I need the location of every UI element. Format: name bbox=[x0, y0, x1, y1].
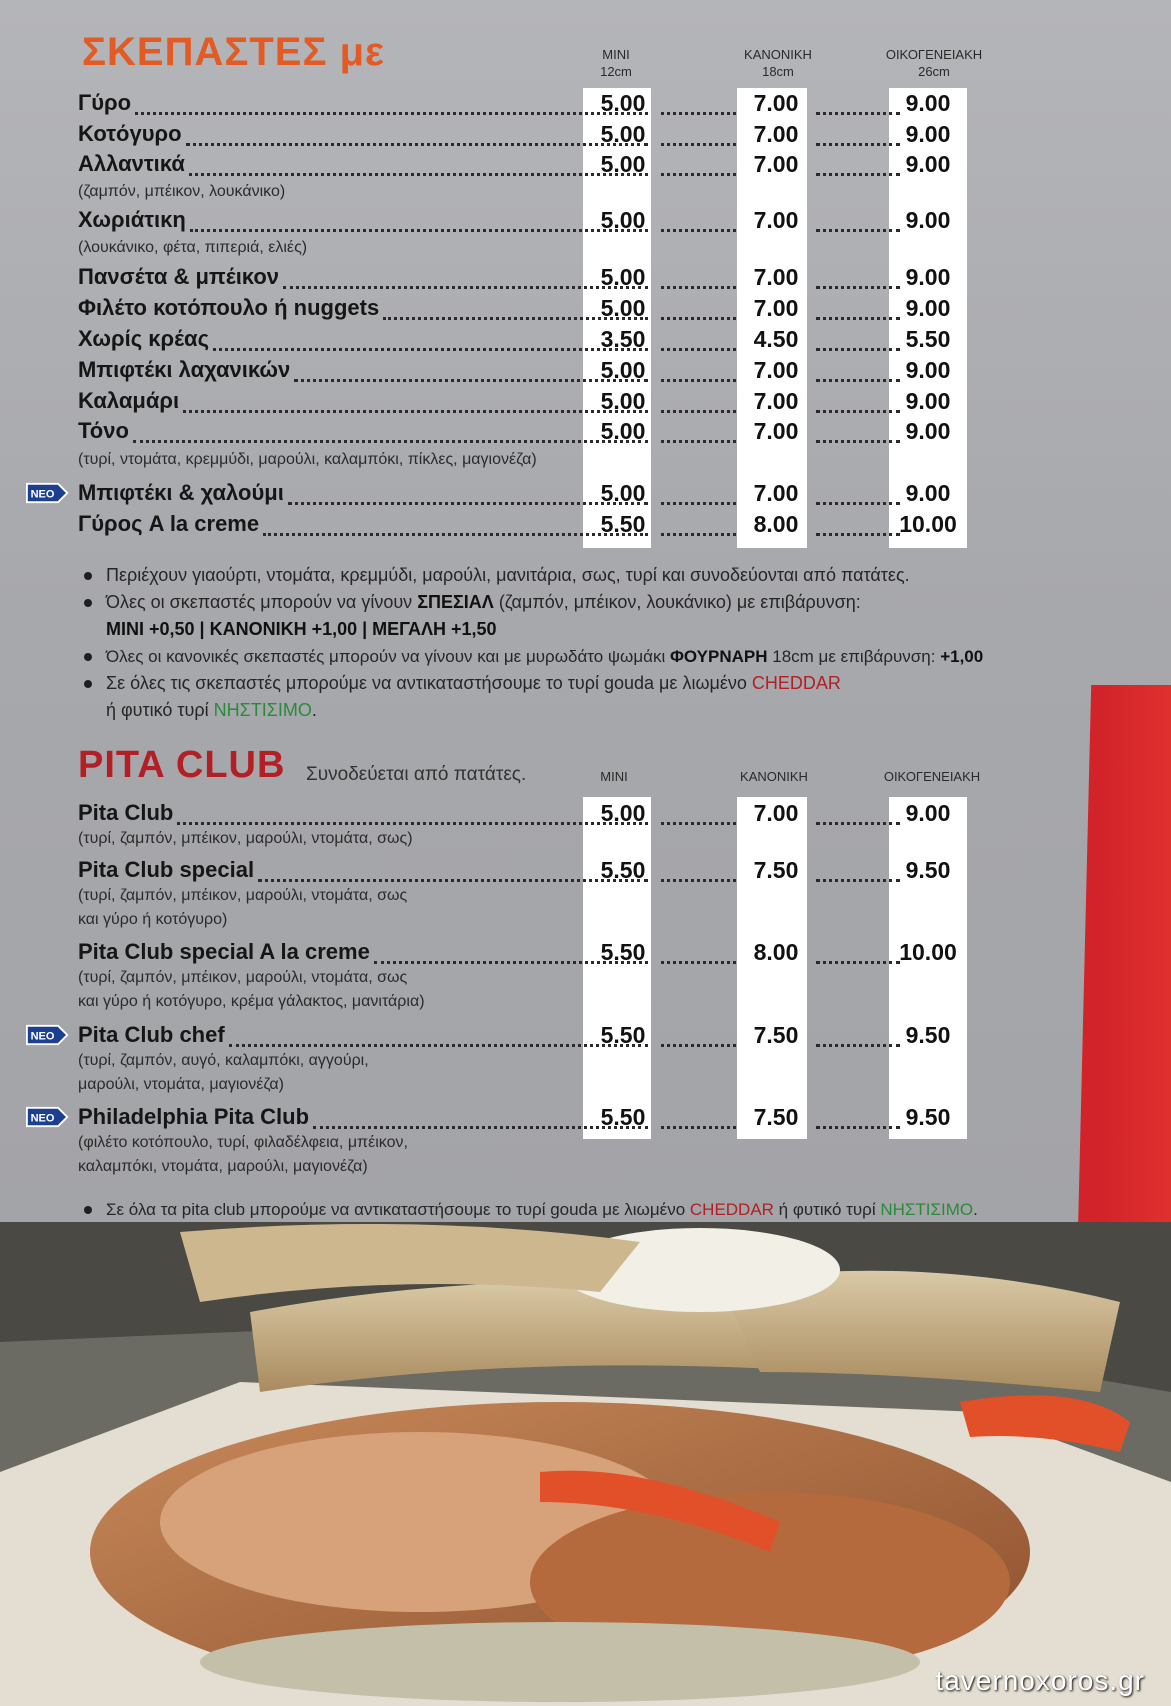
price-mini: 5.00 bbox=[600, 121, 646, 147]
menu-item-name: Πανσέτα & μπέικον bbox=[78, 264, 280, 289]
dot-leader bbox=[189, 173, 648, 176]
menu-item-name: Pita Club bbox=[78, 800, 174, 825]
menu-item-name: Χωρίς κρέας bbox=[78, 326, 210, 351]
price-normal: 7.00 bbox=[753, 388, 799, 414]
menu-item-name: Κοτόγυρο bbox=[78, 121, 182, 146]
dot-leader bbox=[661, 879, 736, 882]
menu-item-name: Pita Club special bbox=[78, 857, 255, 882]
dot-leader bbox=[661, 317, 736, 320]
note-cheddar: Σε όλες τις σκεπαστές μπορούμε να αντικαταστήσουμε το τυρί gouda με λιωμένο CHEDDAR bbox=[82, 670, 983, 697]
pita-club-subtitle: Συνοδεύεται από πατάτες. bbox=[306, 764, 527, 785]
menu-item-name: Pita Club special A la creme bbox=[78, 939, 370, 964]
price-family: 9.00 bbox=[905, 418, 951, 444]
price-normal: 7.00 bbox=[753, 418, 799, 444]
pita-club-note bbox=[82, 1196, 978, 1223]
price-normal: 7.00 bbox=[753, 121, 799, 147]
dot-leader bbox=[183, 410, 648, 413]
dot-leader bbox=[661, 173, 736, 176]
menu-item-description: μαρούλι, ντομάτα, μαγιονέζα) bbox=[78, 1076, 284, 1093]
dot-leader bbox=[661, 502, 736, 505]
dot-leader bbox=[661, 112, 736, 115]
menu-item bbox=[78, 90, 1078, 120]
new-badge-icon bbox=[26, 1106, 70, 1128]
dot-leader bbox=[661, 1044, 736, 1047]
menu-item-description: (τυρί, ζαμπόν, μπέικον, μαρούλι, ντομάτα, σως bbox=[78, 969, 408, 986]
menu-item-name: Μπιφτέκι λαχανικών bbox=[78, 357, 291, 382]
price-normal: 7.00 bbox=[753, 151, 799, 177]
price-family: 10.00 bbox=[899, 939, 957, 965]
price-mini: 5.00 bbox=[600, 480, 646, 506]
menu-item bbox=[78, 207, 1078, 237]
price-mini: 5.00 bbox=[600, 418, 646, 444]
price-normal: 8.00 bbox=[753, 511, 799, 537]
menu-item-description: (τυρί, ζαμπόν, μπέικον, μαρούλι, ντομάτα, σως) bbox=[78, 830, 413, 847]
svg-text:ΝΕΟ: ΝΕΟ bbox=[30, 1112, 55, 1125]
price-family: 9.00 bbox=[905, 800, 951, 826]
menu-item bbox=[78, 326, 1078, 356]
dot-leader bbox=[661, 348, 736, 351]
menu-item-name: Φιλέτο κοτόπουλο ή nuggets bbox=[78, 295, 380, 320]
menu-item bbox=[78, 800, 1078, 830]
dot-leader bbox=[661, 961, 736, 964]
price-mini: 5.50 bbox=[600, 939, 646, 965]
price-mini: 5.00 bbox=[600, 90, 646, 116]
pita-club-photo bbox=[0, 1222, 1171, 1706]
dot-leader bbox=[177, 822, 648, 825]
dot-leader bbox=[661, 143, 736, 146]
price-normal: 7.00 bbox=[753, 480, 799, 506]
price-normal: 7.50 bbox=[753, 857, 799, 883]
price-mini: 3.50 bbox=[600, 326, 646, 352]
price-normal: 7.00 bbox=[753, 264, 799, 290]
dot-leader bbox=[661, 533, 736, 536]
price-mini: 5.50 bbox=[600, 1104, 646, 1130]
menu-item bbox=[78, 418, 1078, 448]
dot-leader bbox=[213, 348, 648, 351]
menu-item-description: και γύρο ή κοτόγυρο, κρέμα γάλακτος, μανιτάρια) bbox=[78, 993, 425, 1010]
menu-item-name: Μπιφτέκι & χαλούμι bbox=[78, 480, 284, 505]
menu-item-name: Philadelphia Pita Club bbox=[78, 1104, 310, 1129]
price-family: 5.50 bbox=[905, 326, 951, 352]
price-mini: 5.50 bbox=[600, 511, 646, 537]
price-normal: 7.50 bbox=[753, 1022, 799, 1048]
new-badge-icon bbox=[26, 1024, 70, 1046]
dot-leader bbox=[661, 286, 736, 289]
price-mini: 5.00 bbox=[600, 388, 646, 414]
menu-item bbox=[78, 1104, 1078, 1134]
menu-item-name: Τόνο bbox=[78, 418, 129, 443]
menu-item-description: καλαμπόκι, ντομάτα, μαρούλι, μαγιονέζα) bbox=[78, 1158, 368, 1175]
menu-item bbox=[78, 480, 1078, 510]
column-header-family: ΟΙΚΟΓΕΝΕΙΑΚΗ 26cm bbox=[885, 47, 983, 79]
dot-leader bbox=[661, 440, 736, 443]
price-normal: 7.00 bbox=[753, 90, 799, 116]
price-normal: 7.50 bbox=[753, 1104, 799, 1130]
price-family: 9.00 bbox=[905, 480, 951, 506]
price-mini: 5.00 bbox=[600, 264, 646, 290]
menu-item-description: (ζαμπόν, μπέικον, λουκάνικο) bbox=[78, 183, 286, 200]
note-pita-cheddar: Σε όλα τα pita club μπορούμε να αντικαταστήσουμε το τυρί gouda με λιωμένο CHEDDAR ή φυτικό τυρί ΝΗΣΤΙΣΙΜΟ. bbox=[82, 1196, 978, 1223]
price-mini: 5.00 bbox=[600, 151, 646, 177]
price-family: 9.00 bbox=[905, 151, 951, 177]
note-contents: Περιέχουν γιαούρτι, ντομάτα, κρεμμύδι, μαρούλι, μανιτάρια, σως, τυρί και συνοδεύονται από πατάτες. bbox=[82, 562, 983, 589]
price-normal: 4.50 bbox=[753, 326, 799, 352]
menu-item bbox=[78, 264, 1078, 294]
svg-text:ΝΕΟ: ΝΕΟ bbox=[30, 1030, 55, 1043]
dot-leader bbox=[661, 379, 736, 382]
price-family: 9.00 bbox=[905, 357, 951, 383]
menu-item bbox=[78, 295, 1078, 325]
menu-item bbox=[78, 1022, 1078, 1052]
menu-item bbox=[78, 357, 1078, 387]
price-normal: 8.00 bbox=[753, 939, 799, 965]
price-family: 9.00 bbox=[905, 121, 951, 147]
menu-item-description: (φιλέτο κοτόπουλο, τυρί, φιλαδέλφεια, μπέικον, bbox=[78, 1134, 408, 1151]
menu-item-name: Αλλαντικά bbox=[78, 151, 185, 176]
price-family: 9.00 bbox=[905, 295, 951, 321]
dot-leader bbox=[661, 822, 736, 825]
price-mini: 5.00 bbox=[600, 357, 646, 383]
price-family: 10.00 bbox=[899, 511, 957, 537]
dot-leader bbox=[135, 112, 648, 115]
menu-item-description: (λουκάνικο, φέτα, πιπεριά, ελιές) bbox=[78, 239, 308, 256]
menu-item-name: Χωριάτικη bbox=[78, 207, 186, 232]
column-header-normal-2: ΚΑΝΟΝΙΚΗ bbox=[740, 769, 808, 784]
note-fournari: Όλες οι κανονικές σκεπαστές μπορούν να γίνουν και με μυρωδάτο ψωμάκι ΦΟΥΡΝΑΡΗ 18cm με επιβάρυνση: +1,00 bbox=[82, 643, 983, 670]
dot-leader bbox=[661, 410, 736, 413]
menu-item-name: Καλαμάρι bbox=[78, 388, 180, 413]
price-normal: 7.00 bbox=[753, 295, 799, 321]
section-title-skepastes: ΣΚΕΠΑΣΤΕΣ με bbox=[82, 30, 386, 74]
svg-text:ΝΕΟ: ΝΕΟ bbox=[30, 488, 55, 501]
price-normal: 7.00 bbox=[753, 800, 799, 826]
price-family: 9.50 bbox=[905, 1022, 951, 1048]
price-family: 9.00 bbox=[905, 207, 951, 233]
red-accent-bar bbox=[1100, 685, 1171, 1230]
price-family: 9.00 bbox=[905, 388, 951, 414]
column-header-family-2: ΟΙΚΟΓΕΝΕΙΑΚΗ bbox=[883, 769, 981, 784]
price-mini: 5.50 bbox=[600, 1022, 646, 1048]
price-family: 9.50 bbox=[905, 857, 951, 883]
food-photo bbox=[0, 1222, 1171, 1706]
dot-leader bbox=[133, 440, 648, 443]
column-header-mini: ΜΙΝΙ 12cm bbox=[600, 47, 632, 79]
watermark-url: tavernoxoros.gr bbox=[935, 1665, 1145, 1696]
menu-item-description: (τυρί, ντομάτα, κρεμμύδι, μαρούλι, καλαμπόκι, πίκλες, μαγιονέζα) bbox=[78, 451, 537, 468]
column-header-mini-2: ΜΙΝΙ bbox=[600, 769, 628, 784]
menu-item bbox=[78, 151, 1078, 181]
menu-item bbox=[78, 857, 1078, 887]
menu-item-description: (τυρί, ζαμπόν, αυγό, καλαμπόκι, αγγούρι, bbox=[78, 1052, 369, 1069]
note-cheddar-line2: ή φυτικό τυρί ΝΗΣΤΙΣΙΜΟ. bbox=[106, 700, 317, 720]
menu-item-name: Γύρο bbox=[78, 90, 132, 115]
column-header-normal: ΚΑΝΟΝΙΚΗ 18cm bbox=[744, 47, 812, 79]
dot-leader bbox=[229, 1044, 648, 1047]
menu-item bbox=[78, 939, 1078, 969]
price-mini: 5.00 bbox=[600, 800, 646, 826]
menu-item bbox=[78, 121, 1078, 151]
dot-leader bbox=[661, 229, 736, 232]
menu-item-name: Γύρος A la creme bbox=[78, 511, 260, 536]
menu-item-name: Pita Club chef bbox=[78, 1022, 225, 1047]
menu-item bbox=[78, 388, 1078, 418]
price-family: 9.00 bbox=[905, 90, 951, 116]
price-mini: 5.00 bbox=[600, 207, 646, 233]
note-special-prices: ΜΙΝΙ +0,50 | ΚΑΝΟΝΙΚΗ +1,00 | ΜΕΓΑΛΗ +1,50 bbox=[106, 619, 497, 639]
price-family: 9.50 bbox=[905, 1104, 951, 1130]
menu-item-description: και γύρο ή κοτόγυρο) bbox=[78, 911, 228, 928]
price-normal: 7.00 bbox=[753, 357, 799, 383]
price-family: 9.00 bbox=[905, 264, 951, 290]
note-special: Όλες οι σκεπαστές μπορούν να γίνουν ΣΠΕΣΙΑΛ (ζαμπόν, μπέικον, λουκάνικο) με επιβάρυνση: bbox=[82, 589, 983, 616]
new-badge-icon bbox=[26, 482, 70, 504]
dot-leader bbox=[661, 1126, 736, 1129]
price-mini: 5.00 bbox=[600, 295, 646, 321]
price-normal: 7.00 bbox=[753, 207, 799, 233]
dot-leader bbox=[190, 229, 648, 232]
dot-leader bbox=[186, 143, 648, 146]
price-mini: 5.50 bbox=[600, 857, 646, 883]
menu-item bbox=[78, 511, 1078, 541]
section-title-pita-club: PITA CLUB bbox=[78, 744, 286, 786]
skepastes-notes bbox=[82, 562, 983, 724]
menu-item-description: (τυρί, ζαμπόν, μπέικον, μαρούλι, ντομάτα, σως bbox=[78, 887, 408, 904]
